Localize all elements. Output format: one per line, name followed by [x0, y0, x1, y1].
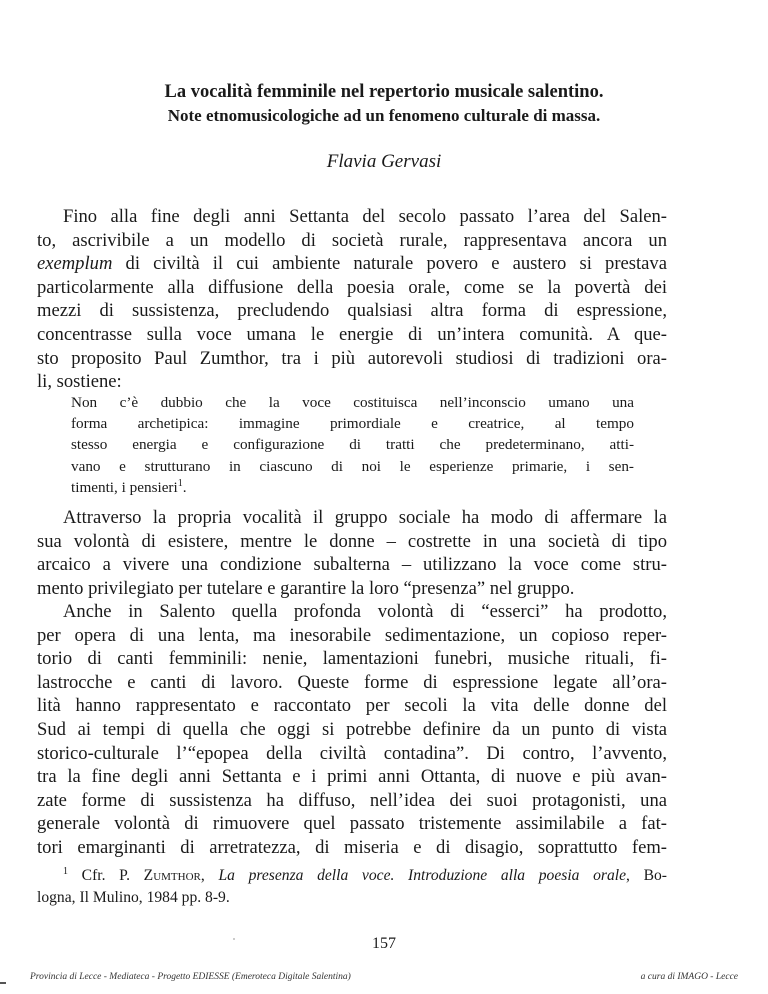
block-quote [71, 392, 634, 498]
footnote-reference: 1 [177, 477, 183, 489]
paragraph-line: mezzi di sussistenza, precludendo qualsiasi altra forma di espressione, [37, 300, 667, 322]
quote-line [71, 477, 634, 498]
paragraph-line: lità hanno rappresentato e raccontato per secoli la vita delle donne del [37, 695, 667, 717]
paragraph-line: li, sostiene: [37, 371, 122, 393]
paragraph-line: tori emarginanti di arretratezza, di miseria e di disagio, soprattutto fem- [37, 836, 667, 858]
paragraph-line: generale volontà di rimuovere quel passato tristemente assimilabile a fat- [37, 813, 667, 835]
paragraph-line: lastrocche e canti di lavoro. Queste forme di espressione legate all’ora- [37, 671, 667, 693]
footnote-prefix: Cfr. P. [81, 867, 130, 884]
italic-term: exemplum [37, 253, 113, 275]
quote-line: forma archetipica: immagine primordiale e creatrice, al tempo [71, 415, 634, 433]
paragraph-line: particolarmente alla diffusione della poesia orale, come se la povertà dei [37, 276, 667, 298]
footnote-line: logna, Il Mulino, 1984 pp. 8-9. [37, 889, 230, 906]
paragraph-line: Anche in Salento quella profonda volontà di “esserci” ha prodotto, [63, 601, 667, 622]
quote-end: . [182, 478, 187, 496]
paragraph-line-text: di civiltà il cui ambiente naturale povero e austero si prestava [125, 253, 667, 275]
paragraph-line: storico-culturale l’“epopea della civiltà contadina”. Di contro, l’avvento, [37, 742, 667, 764]
quote-line: vano e strutturano in ciascuno di noi le esperienze primarie, i sen- [71, 457, 634, 475]
footnote-number: 1 [63, 866, 68, 877]
paragraph-line: Attraverso la propria vocalità il gruppo sociale ha modo di affermare la [63, 507, 667, 528]
paragraph-3 [37, 600, 667, 860]
footnote-author: Zumthor [143, 867, 201, 884]
footer-credit-left: Provincia di Lecce - Mediateca - Progetto EDIESSE (Emeroteca Digitale Salentina) [30, 972, 351, 982]
paragraph-line: to, ascrivibile a un modello di società rurale, rappresentava ancora un [37, 229, 667, 251]
footnote-line: $^1$ Cfr. P. Zumthor, La presenza della voce. Introduzione alla poesia orale, Bo- [63, 866, 667, 884]
paragraph-line: zate forme di sussistenza ha diffuso, nell’idea dei suoi protagonisti, una [37, 789, 667, 811]
footnote-line1-end: , Bo- [626, 867, 667, 884]
paragraph-1 [37, 205, 667, 394]
paragraph-2 [37, 506, 667, 600]
paragraph-line: mento privilegiato per tutelare e garantire la loro “presenza” nel gruppo. [37, 577, 575, 599]
scan-edge-mark [0, 982, 6, 984]
article-title [0, 80, 768, 128]
paragraph-line [37, 252, 667, 276]
paragraph-line: concentrasse sulla voce umana le energie di un’intera comunità. A que- [37, 323, 667, 345]
quote-line: stesso energia e configurazione di tratti che predeterminano, atti- [71, 436, 634, 454]
footer-credit-right: a cura di IMAGO - Lecce [640, 972, 738, 982]
paragraph-line: sto proposito Paul Zumthor, tra i più autorevoli studiosi di tradizioni ora- [37, 347, 667, 369]
title-line-2: Note etnomusicologiche ad un fenomeno culturale di massa. [167, 106, 601, 125]
footnote-title: La presenza della voce. Introduzione alla poesia orale [218, 867, 627, 884]
paragraph-line: per opera di una lenta, ma inesorabile sedimentazione, un copioso reper- [37, 624, 667, 646]
paragraph-line: Sud ai tempi di quella che oggi si potrebbe definire da un punto di vista [37, 718, 667, 740]
paragraph-line: Fino alla fine degli anni Settanta del secolo passato l’area del Salen- [63, 206, 667, 227]
quote-line-text: timenti, i pensieri [71, 478, 178, 496]
quote-line: Non c’è dubbio che la voce costituisca nell’inconscio umano una [71, 394, 634, 411]
paragraph-line: tra la fine degli anni Settanta e i primi anni Ottanta, di nuove e più avan- [37, 766, 667, 788]
paragraph-line: arcaico a vivere una condizione subalterna – utilizzano la voce come stru- [37, 554, 667, 576]
page-number: 157 [372, 935, 396, 952]
paragraph-line: sua volontà di esistere, mentre le donne – costrette in una società di tipo [37, 530, 667, 552]
footnote [37, 865, 667, 909]
paragraph-line: torio di canti femminili: nenie, lamentazioni funebri, musiche rituali, fi- [37, 648, 667, 670]
author-name: Flavia Gervasi [326, 151, 442, 172]
title-line-1: La vocalità femminile nel repertorio musicale salentino. [164, 82, 604, 102]
